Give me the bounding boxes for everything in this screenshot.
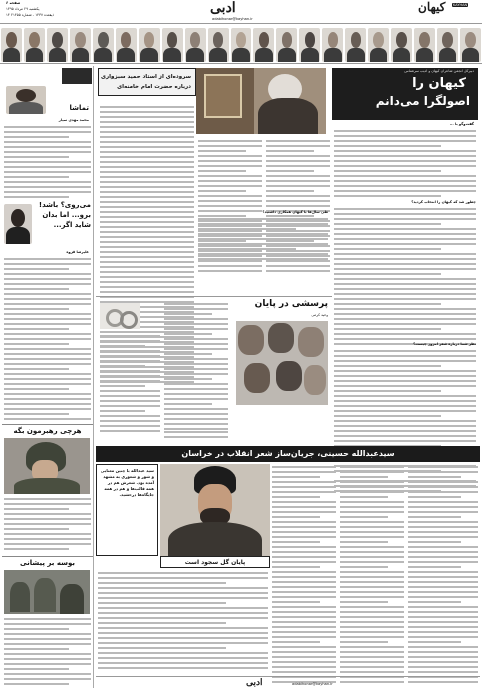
feature-text-2 (334, 208, 476, 348)
masthead (0, 0, 482, 24)
kayhan-logo-badge: KAYHAN (453, 3, 468, 7)
gallery-portrait (24, 28, 45, 62)
feature-headline-1: کیهان را (412, 76, 466, 91)
interview-photo (196, 68, 326, 134)
faces-collage (236, 321, 328, 405)
bottom-text-1 (272, 466, 336, 686)
military-photo (4, 570, 90, 614)
cleric-photo (160, 464, 270, 556)
feature-headline-box (332, 68, 478, 120)
gallery-portrait (460, 28, 481, 62)
gallery-portrait (231, 28, 252, 62)
portrait-gallery (0, 26, 482, 64)
interview-question-1: طی سال‌ها با کیهان همکاری داشتید؟ (262, 210, 328, 214)
poem-text-2 (4, 258, 91, 423)
feature-text-1 (334, 130, 476, 200)
header-email: adabihonar@kayhan.ir (212, 17, 253, 21)
caption-box: پایان گل سجود است (160, 556, 270, 568)
kayhan-logo: کیهان (418, 0, 446, 14)
tamasha-icon-box (62, 68, 92, 84)
gallery-portrait (414, 28, 435, 62)
feature-question-3: نظر شما درباره شعر امروز چیست؟ (413, 342, 476, 346)
footer (96, 676, 480, 692)
gallery-portrait (1, 28, 22, 62)
tamasha-author: محمد مهدی سیار (58, 118, 89, 122)
quote-box (96, 464, 158, 556)
boseh-text (4, 618, 91, 688)
tamasha-title: تماشا (69, 104, 89, 112)
gallery-portrait (368, 28, 389, 62)
left-column (2, 66, 94, 688)
gallery-portrait (208, 28, 229, 62)
soldier-photo (4, 438, 90, 494)
poem-title-2: می‌روی؟ باشد! برو... اما بدان شاید اگر... (38, 201, 91, 229)
middle-title: پرسشی در پایان (254, 299, 328, 309)
gallery-portrait (299, 28, 320, 62)
issue-line: ۱۴ ذیقعده ۱۴۳۷ - شماره ۲۱۴۵۵ (6, 13, 55, 17)
gallery-portrait (70, 28, 91, 62)
gallery-portrait (162, 28, 183, 62)
middle-block (96, 296, 332, 446)
poem-author-2: علیرضا قزوه (66, 250, 89, 254)
gallery-portrait (391, 28, 412, 62)
bottom-text-4 (98, 572, 268, 672)
gallery-portrait (345, 28, 366, 62)
middle-text-a (100, 335, 160, 435)
gallery-portrait (253, 28, 274, 62)
page-label: صفحه ۶ (6, 1, 21, 5)
date-line: یکشنبه ۲۹ مرداد ۱۳۹۵ (6, 7, 40, 11)
gallery-portrait (437, 28, 458, 62)
middle-text-c (164, 431, 228, 441)
poem-title-box (98, 68, 196, 96)
feature-byline: گفت‌وگو با ... (449, 122, 474, 126)
qazveh-photo (4, 204, 32, 244)
feature-question-2: چطور شد که کیهان را انتخاب کردید؟ (411, 200, 476, 204)
bottom-text-2 (340, 466, 404, 686)
rings-photo (100, 303, 140, 329)
gallery-portrait (139, 28, 160, 62)
section-logo: ادبی (210, 0, 236, 16)
poem-title-line-2: درباره حضرت امام خامنه‌ای (117, 84, 191, 90)
footer-email: adabihonar@kayhan.ir (292, 682, 333, 686)
footer-logo: ادبی (246, 678, 263, 688)
gallery-portrait (322, 28, 343, 62)
gallery-portrait (116, 28, 137, 62)
gallery-portrait (47, 28, 68, 62)
bottom-text-3 (408, 466, 478, 686)
middle-author: وحید کرمی (311, 313, 328, 317)
poem-title-line-1: سروده‌ای از استاد حمید سبزواری (100, 74, 191, 80)
feature-headline-2: اصولگرا می‌دانم (375, 94, 470, 108)
gallery-portrait (93, 28, 114, 62)
feature-kicker: دبیرکل انجمن شاعران کیهان و ادیب سرشناس (404, 69, 474, 73)
gallery-portrait (185, 28, 206, 62)
author-photo (6, 86, 46, 114)
interview-text-low (198, 218, 328, 263)
boseh-title: بوسه بر پیشانی (2, 556, 93, 569)
quote-text: سید عبدالله با چنین معنایی و شور و شعوری به مشهد آمده بود. شعرش هم در همه قالب‌ها و هم در همه جایگاه‌ها درخشید. (100, 468, 154, 497)
tamasha-text (4, 126, 91, 201)
middle-text-b (164, 303, 228, 433)
rahbar-title: هرچی رهبرمون بگه (2, 424, 93, 437)
gallery-portrait (276, 28, 297, 62)
rahbar-text (4, 498, 91, 553)
banner-title: سیدعبدالله حسینی، جریان‌ساز شعر انقلاب در خراسان (96, 446, 480, 462)
